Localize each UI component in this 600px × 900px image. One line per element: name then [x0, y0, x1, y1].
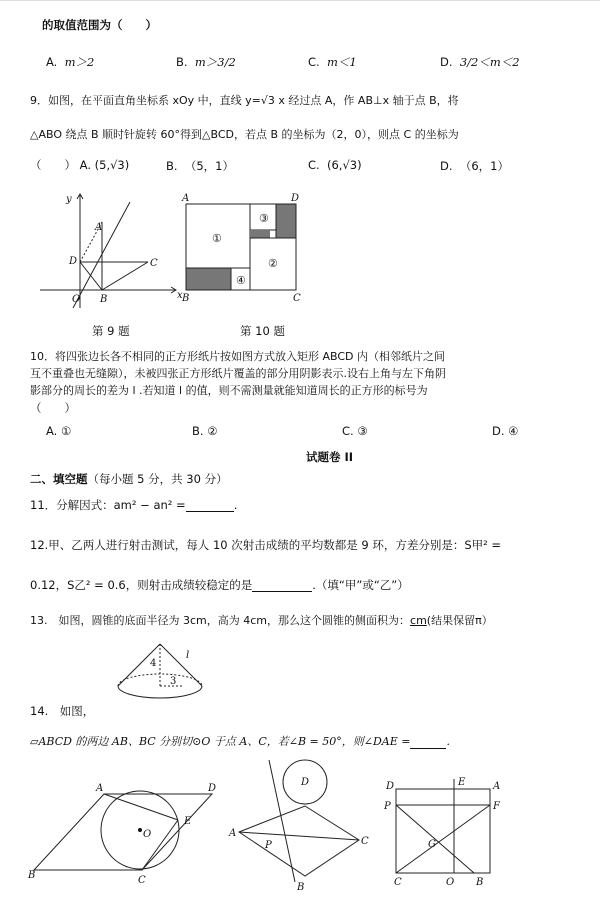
q9-figure	[40, 190, 190, 315]
rectangle	[396, 789, 490, 873]
label-o: O	[143, 829, 152, 840]
q11-answer-blank[interactable]	[186, 511, 234, 512]
label-b: B	[476, 877, 484, 888]
label-o: O	[72, 294, 81, 305]
label-height: 4	[150, 658, 157, 669]
q12-line-1: 12.甲、乙两人进行射击测试，每人 10 次射击成绩的平均数都是 9 环，方差分别是：S甲² =	[30, 538, 502, 552]
q9-line-1: 9．如图，在平面直角坐标系 xOy 中，直线 y=√3 x 经过点 A，作 AB⊥x 轴于点 B，将	[30, 94, 459, 107]
slanted-line	[269, 760, 295, 882]
segment-bc	[102, 262, 148, 290]
label-d: D	[291, 193, 300, 204]
q14-answer-blank[interactable]	[410, 748, 446, 749]
q9-option-b: B. （5，1）	[166, 159, 234, 173]
label-p: P	[265, 840, 272, 851]
label-square-3: ③	[259, 212, 269, 225]
q10-line-4: （ ）	[30, 401, 76, 415]
label-b: B	[182, 293, 190, 304]
q10-figure	[180, 190, 310, 308]
label-c: C	[361, 836, 369, 847]
q14-figure-rhombus	[225, 758, 370, 898]
q12-answer-blank[interactable]	[252, 591, 312, 592]
label-x: x	[177, 290, 183, 301]
q9-line-3: （ ） A. (5,√3)	[30, 158, 130, 172]
label-d: D	[69, 256, 78, 267]
label-a: A	[182, 193, 190, 204]
label-c: C	[150, 258, 158, 269]
q9-option-c: C. (6,√3)	[308, 158, 362, 172]
q10-option-b: B. ②	[192, 424, 218, 438]
segment-ce	[142, 820, 178, 870]
q13: 13. 如图，圆锥的底面半径为 3cm，高为 4cm，那么这个圆锥的侧面积为：cm(结果保留π）	[30, 614, 493, 627]
label-a: A	[96, 783, 104, 794]
q8-option-b: B. m＞3/2	[176, 55, 236, 69]
label-p: P	[384, 801, 391, 812]
q8-stem-tail: 的取值范围为（ ）	[42, 18, 157, 32]
label-a: A	[229, 828, 237, 839]
q14-figure-parallelogram	[28, 780, 228, 890]
part-two-title: 试题卷 II	[306, 450, 354, 464]
q9-line-2: △ABO 绕点 B 顺时针旋转 60°得到△BCD，若点 B 的坐标为（2，0），则点 C 的坐标为	[30, 128, 459, 141]
label-d: D	[208, 783, 217, 794]
label-slant: l	[186, 650, 190, 661]
label-o: O	[446, 877, 455, 888]
rhombus	[239, 806, 359, 876]
q10-option-d: D. ④	[492, 424, 519, 438]
label-b: B	[100, 294, 108, 305]
label-d: D	[301, 777, 310, 788]
label-square-2: ②	[268, 257, 278, 270]
label-d: D	[386, 781, 395, 792]
q10-option-a: A. ①	[46, 424, 72, 438]
q10-option-c: C. ③	[342, 424, 368, 438]
label-g: G	[428, 839, 436, 850]
label-b: B	[297, 882, 305, 893]
cone-base-front	[118, 686, 202, 698]
q10-line-1: 10．将四张边长各不相同的正方形纸片按如图方式放入矩形 ABCD 内（相邻纸片之间	[30, 350, 446, 363]
q8-option-a: A. m＞2	[46, 55, 95, 69]
diagonal-ac	[239, 832, 359, 840]
label-radius: 3	[170, 676, 177, 687]
q14-figure-rectangle	[378, 775, 508, 887]
q10-line-3: 影部分的周长的差为 l .若知道 l 的值，则不需测量就能知道周长的正方形的标号为	[30, 384, 428, 397]
label-f: F	[493, 801, 500, 812]
q9-figure-caption: 第 9 题	[92, 324, 130, 338]
label-a: A	[95, 222, 103, 233]
segment-db	[80, 262, 102, 290]
q11: 11．分解因式：am² − an² = .	[30, 498, 238, 512]
q8-option-d: D. 3/2＜m＜2	[440, 55, 520, 69]
label-a: A	[493, 781, 501, 792]
cone-slant-right	[160, 644, 202, 686]
label-square-4: ④	[236, 274, 246, 287]
q10-line-2: 互不重叠也无缝隙），未被四张正方形纸片覆盖的部分用阴影表示.设右上角与左下角阴	[30, 367, 446, 380]
q13-cone-figure	[110, 640, 210, 706]
shade-bottom-left	[186, 268, 231, 290]
q14-label: 14. 如图，	[30, 704, 95, 718]
page-top-border	[0, 0, 600, 1]
section-two-heading: 二、填空题（每小题 5 分，共 30 分）	[30, 472, 228, 486]
q9-option-d: D. （6，1）	[440, 159, 509, 173]
q8-option-c: C. m＜1	[308, 55, 357, 69]
label-c: C	[293, 293, 301, 304]
label-y: y	[66, 194, 72, 205]
q13-answer-blank[interactable]: cm	[410, 614, 427, 627]
shade-top-right	[276, 204, 296, 238]
parallelogram-abcd	[34, 794, 212, 870]
label-e: E	[184, 816, 192, 827]
shade-top-right-2	[250, 230, 270, 238]
segment-ae	[104, 794, 178, 820]
center-o	[138, 828, 142, 832]
segment-fc	[396, 805, 490, 873]
q14-text: ▱ABCD 的两边 AB、BC 分别切⊙O 于点 A、C，若∠B = 50°，则∠DAE = .	[30, 735, 450, 748]
q10-figure-caption: 第 10 题	[240, 324, 285, 338]
label-square-1: ①	[212, 232, 222, 245]
label-e: E	[458, 777, 466, 788]
label-c: C	[394, 877, 402, 888]
q12-line-2: 0.12，S乙² = 0.6，则射击成绩较稳定的是 .（填“甲”或“乙”）	[30, 578, 409, 592]
label-b: B	[28, 870, 36, 881]
label-c: C	[138, 875, 146, 886]
